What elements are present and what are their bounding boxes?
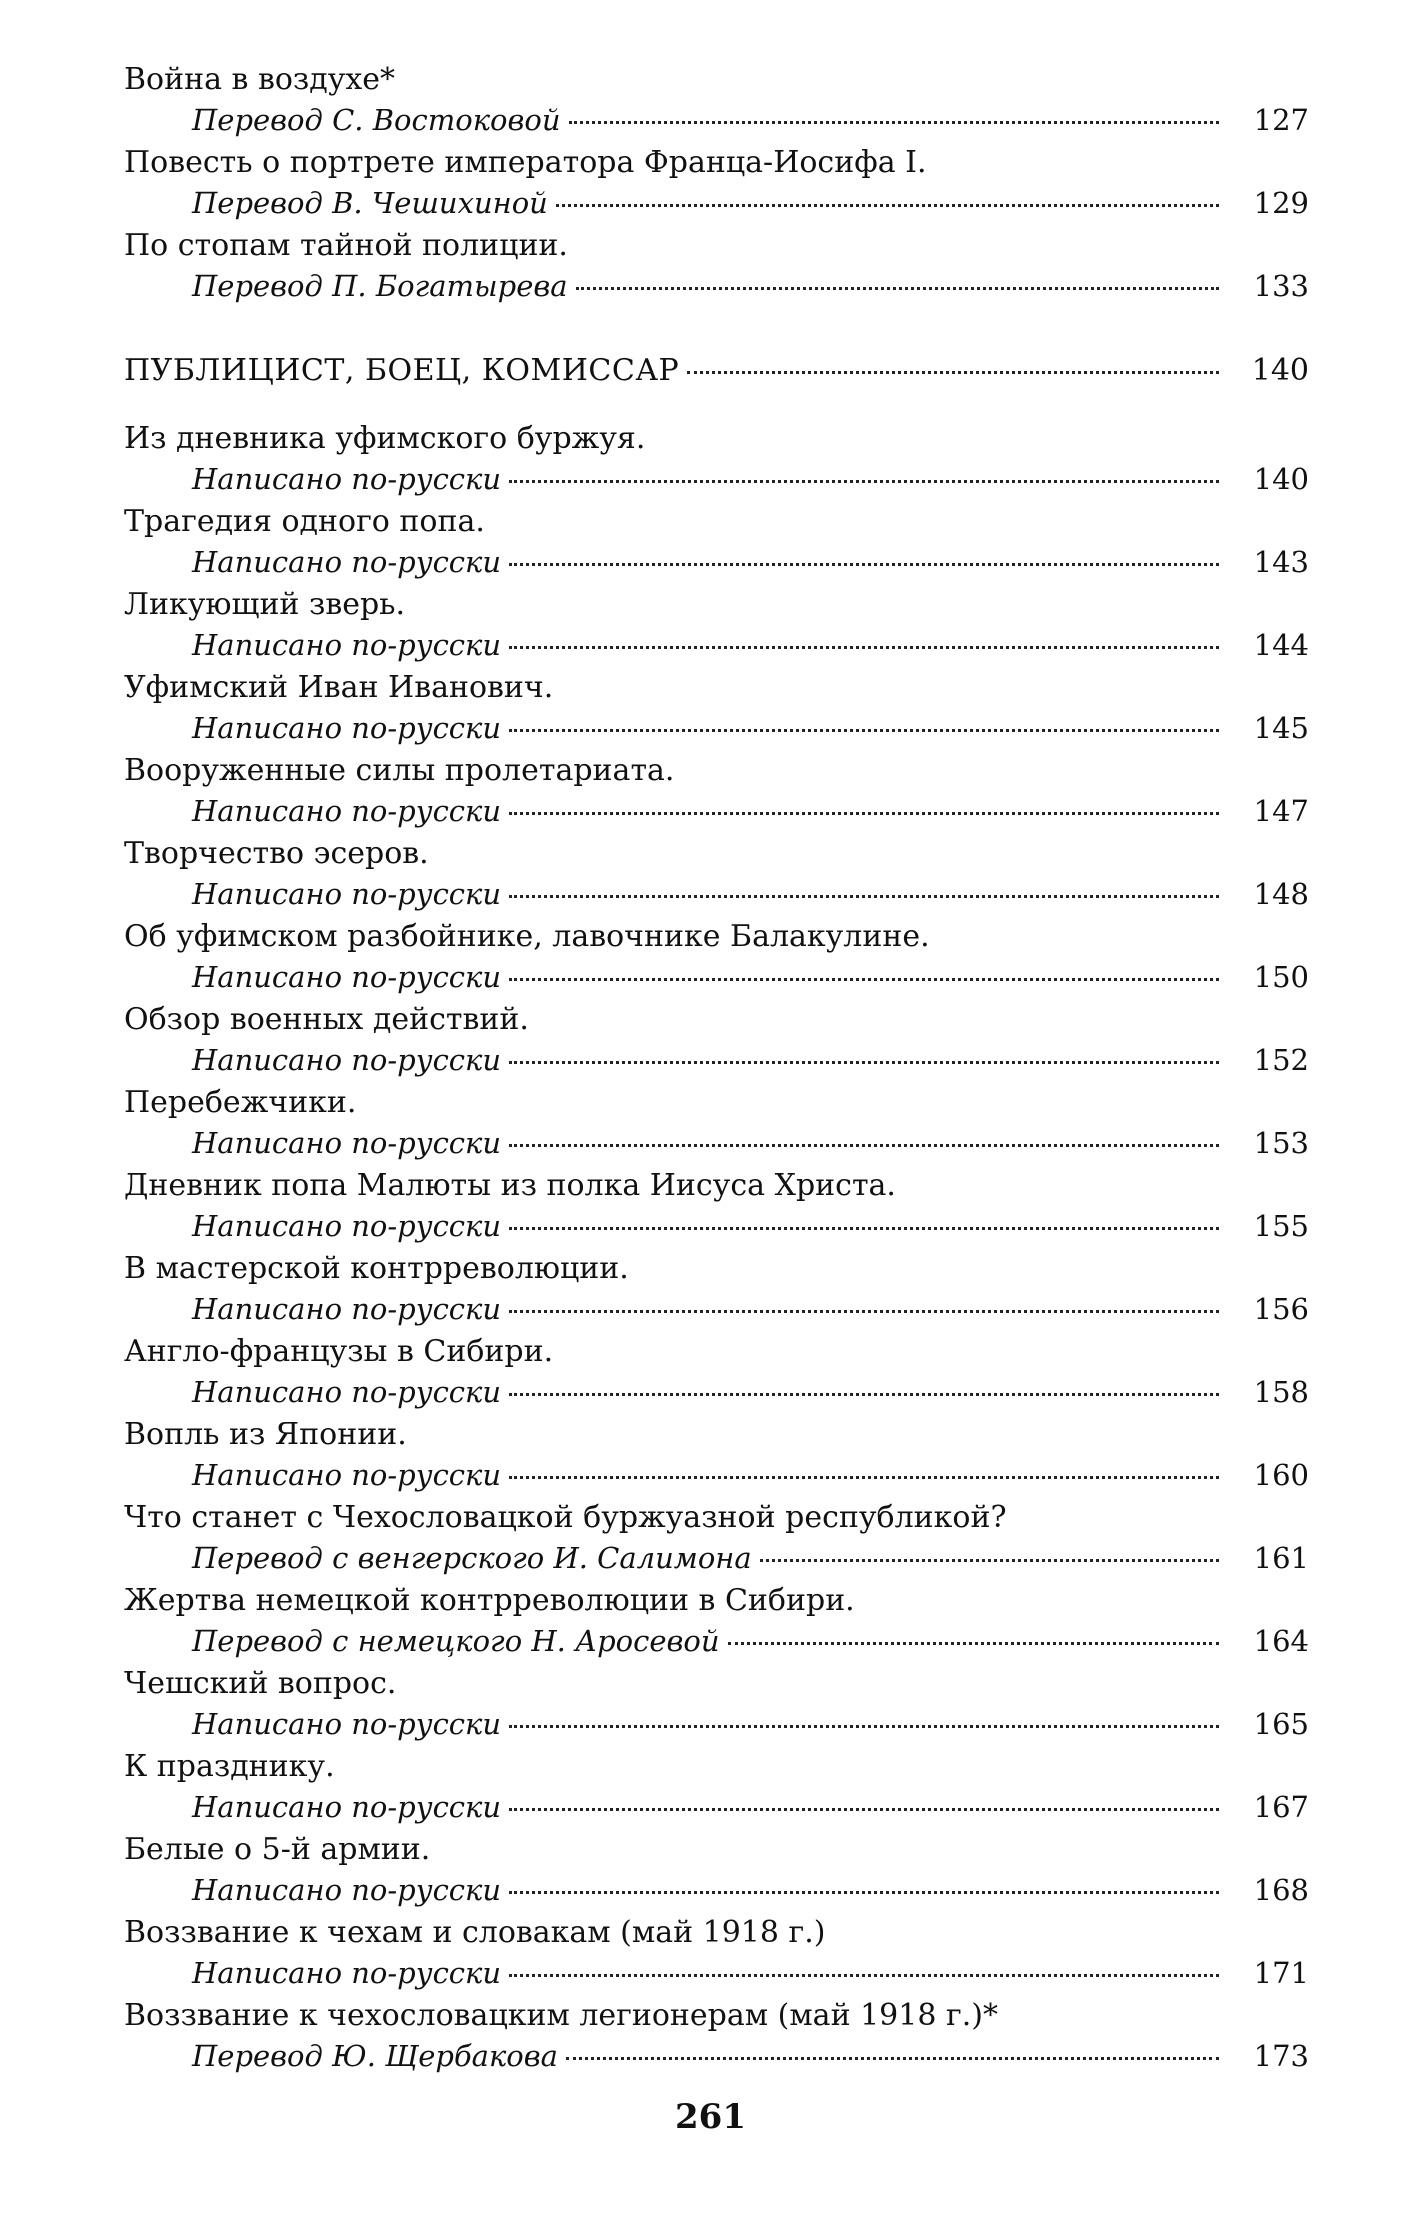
toc-entry xyxy=(124,1249,1309,1332)
entry-line xyxy=(124,1870,1309,1910)
entry-translator: Написано по-русски xyxy=(192,1043,502,1077)
toc-entry xyxy=(124,751,1309,834)
dot-leader xyxy=(509,1143,1219,1147)
entry-line xyxy=(124,1206,1309,1246)
entry-page: 152 xyxy=(1253,1043,1309,1077)
entry-line xyxy=(124,791,1309,831)
toc-entry xyxy=(124,1332,1309,1415)
entry-translator: Написано по-русски xyxy=(192,794,502,828)
entry-page: 156 xyxy=(1253,1292,1309,1326)
toc-entry xyxy=(124,226,1309,309)
dot-leader xyxy=(509,1973,1219,1977)
entry-translator: Перевод В. Чешихиной xyxy=(192,186,548,220)
table-of-contents xyxy=(124,60,1309,2079)
dot-leader xyxy=(509,728,1219,732)
dot-leader xyxy=(556,203,1219,207)
page-number: 261 xyxy=(675,2097,746,2137)
toc-entry xyxy=(124,1830,1309,1913)
entry-title: Белые о 5-й армии. xyxy=(124,1832,431,1867)
entry-page: 129 xyxy=(1253,186,1309,220)
entry-page: 161 xyxy=(1253,1541,1309,1575)
entry-line xyxy=(124,100,1309,140)
toc-entry xyxy=(124,502,1309,585)
entry-line xyxy=(124,874,1309,914)
entry-page: 171 xyxy=(1253,1956,1309,1990)
entry-title: Жертва немецкой контрреволюции в Сибири. xyxy=(124,1583,855,1618)
entry-line xyxy=(124,459,1309,499)
entry-translator: Перевод П. Богатырева xyxy=(192,269,568,303)
toc-entry xyxy=(124,1581,1309,1664)
entry-line xyxy=(124,183,1309,223)
entry-translator: Написано по-русски xyxy=(192,711,502,745)
toc-entry xyxy=(124,419,1309,502)
entry-translator: Перевод Ю. Щербакова xyxy=(192,2039,558,2073)
entry-page: 158 xyxy=(1253,1375,1309,1409)
section-heading xyxy=(124,351,1309,391)
entry-translator: Написано по-русски xyxy=(192,1956,502,1990)
entry-line xyxy=(124,1787,1309,1827)
entry-title: Чешский вопрос. xyxy=(124,1666,397,1701)
dot-leader xyxy=(760,1558,1219,1562)
section-title: ПУБЛИЦИСТ, БОЕЦ, КОМИССАР xyxy=(124,353,680,388)
dot-leader xyxy=(509,479,1219,483)
entry-page: 127 xyxy=(1253,103,1309,137)
dot-leader xyxy=(728,1641,1219,1645)
toc-list-top xyxy=(124,60,1309,309)
toc-entry xyxy=(124,60,1309,143)
dot-leader xyxy=(509,1807,1219,1811)
entry-title: Воззвание к чехам и словакам (май 1918 г.) xyxy=(124,1915,826,1950)
entry-translator: Написано по-русски xyxy=(192,1873,502,1907)
toc-entry xyxy=(124,1000,1309,1083)
entry-line xyxy=(124,1289,1309,1329)
entry-title: Повесть о портрете императора Франца-Иосифа I. xyxy=(124,145,927,180)
entry-title: Об уфимском разбойнике, лавочнике Балакулине. xyxy=(124,919,930,954)
entry-title: Из дневника уфимского буржуя. xyxy=(124,421,646,456)
entry-title: Что станет с Чехословацкой буржуазной республикой? xyxy=(124,1500,1007,1535)
entry-translator: Написано по-русски xyxy=(192,1375,502,1409)
dot-leader xyxy=(509,645,1219,649)
toc-entry xyxy=(124,1415,1309,1498)
entry-line xyxy=(124,2036,1309,2076)
section-page: 140 xyxy=(1251,353,1309,388)
entry-page: 144 xyxy=(1253,628,1309,662)
entry-page: 167 xyxy=(1253,1790,1309,1824)
entry-page: 155 xyxy=(1253,1209,1309,1243)
entry-translator: Написано по-русски xyxy=(192,462,502,496)
dot-leader xyxy=(509,562,1219,566)
entry-title: Перебежчики. xyxy=(124,1085,357,1120)
entry-translator: Перевод С. Востоковой xyxy=(192,103,561,137)
entry-line xyxy=(124,1704,1309,1744)
entry-translator: Написано по-русски xyxy=(192,545,502,579)
entry-line xyxy=(124,1953,1309,1993)
entry-line xyxy=(124,1372,1309,1412)
toc-entry xyxy=(124,1747,1309,1830)
dot-leader xyxy=(566,2056,1219,2060)
entry-line xyxy=(124,1621,1309,1661)
entry-page: 147 xyxy=(1253,794,1309,828)
toc-entry xyxy=(124,917,1309,1000)
entry-page: 160 xyxy=(1253,1458,1309,1492)
entry-line xyxy=(124,266,1309,306)
entry-line xyxy=(124,625,1309,665)
entry-page: 140 xyxy=(1253,462,1309,496)
entry-line xyxy=(124,542,1309,582)
toc-entry xyxy=(124,668,1309,751)
toc-entry xyxy=(124,834,1309,917)
dot-leader xyxy=(576,286,1219,290)
entry-line xyxy=(124,1123,1309,1163)
entry-page: 173 xyxy=(1253,2039,1309,2073)
dot-leader xyxy=(509,1890,1219,1894)
entry-title: Трагедия одного попа. xyxy=(124,504,485,539)
dot-leader xyxy=(509,1309,1219,1313)
dot-leader xyxy=(509,1226,1219,1230)
entry-title: Англо-французы в Сибири. xyxy=(124,1334,554,1369)
toc-entry xyxy=(124,1996,1309,2079)
entry-title: Уфимский Иван Иванович. xyxy=(124,670,554,705)
entry-page: 133 xyxy=(1253,269,1309,303)
entry-translator: Написано по-русски xyxy=(192,1707,502,1741)
toc-entry xyxy=(124,1166,1309,1249)
toc-list-main xyxy=(124,419,1309,2079)
dot-leader xyxy=(509,977,1219,981)
entry-gap xyxy=(124,2076,1309,2079)
dot-leader xyxy=(509,811,1219,815)
entry-page: 164 xyxy=(1253,1624,1309,1658)
entry-title: К празднику. xyxy=(124,1749,335,1784)
entry-page: 145 xyxy=(1253,711,1309,745)
entry-title: Вооруженные силы пролетариата. xyxy=(124,753,675,788)
dot-leader xyxy=(687,370,1219,374)
entry-gap xyxy=(124,306,1309,309)
entry-title: Вопль из Японии. xyxy=(124,1417,407,1452)
entry-translator: Перевод с немецкого Н. Аросевой xyxy=(192,1624,720,1658)
entry-line xyxy=(124,708,1309,748)
entry-translator: Написано по-русски xyxy=(192,1126,502,1160)
entry-line xyxy=(124,1538,1309,1578)
entry-line xyxy=(124,1040,1309,1080)
entry-line xyxy=(124,957,1309,997)
entry-title: По стопам тайной полиции. xyxy=(124,228,568,263)
entry-translator: Написано по-русски xyxy=(192,1790,502,1824)
entry-translator: Написано по-русски xyxy=(192,1209,502,1243)
entry-page: 153 xyxy=(1253,1126,1309,1160)
entry-title: Обзор военных действий. xyxy=(124,1002,529,1037)
entry-title: Дневник попа Малюты из полка Иисуса Христа. xyxy=(124,1168,896,1203)
entry-page: 168 xyxy=(1253,1873,1309,1907)
entry-title: Творчество эсеров. xyxy=(124,836,429,871)
entry-title: Война в воздухе* xyxy=(124,62,396,97)
entry-page: 148 xyxy=(1253,877,1309,911)
toc-entry xyxy=(124,143,1309,226)
entry-page: 165 xyxy=(1253,1707,1309,1741)
dot-leader xyxy=(509,1475,1219,1479)
entry-title: В мастерской контрреволюции. xyxy=(124,1251,629,1286)
entry-page: 150 xyxy=(1253,960,1309,994)
toc-entry xyxy=(124,585,1309,668)
entry-translator: Написано по-русски xyxy=(192,1458,502,1492)
toc-entry xyxy=(124,1664,1309,1747)
entry-translator: Написано по-русски xyxy=(192,877,502,911)
entry-title: Воззвание к чехословацким легионерам (май 1918 г.)* xyxy=(124,1998,998,2033)
dot-leader xyxy=(509,1392,1219,1396)
dot-leader xyxy=(569,120,1219,124)
entry-translator: Написано по-русски xyxy=(192,1292,502,1326)
toc-entry xyxy=(124,1083,1309,1166)
toc-entry xyxy=(124,1913,1309,1996)
entry-page: 143 xyxy=(1253,545,1309,579)
dot-leader xyxy=(509,1060,1219,1064)
entry-translator: Перевод с венгерского И. Салимона xyxy=(192,1541,752,1575)
entry-translator: Написано по-русски xyxy=(192,628,502,662)
toc-entry xyxy=(124,1498,1309,1581)
entry-title: Ликующий зверь. xyxy=(124,587,406,622)
dot-leader xyxy=(509,1724,1219,1728)
entry-line xyxy=(124,1455,1309,1495)
entry-translator: Написано по-русски xyxy=(192,960,502,994)
dot-leader xyxy=(509,894,1219,898)
